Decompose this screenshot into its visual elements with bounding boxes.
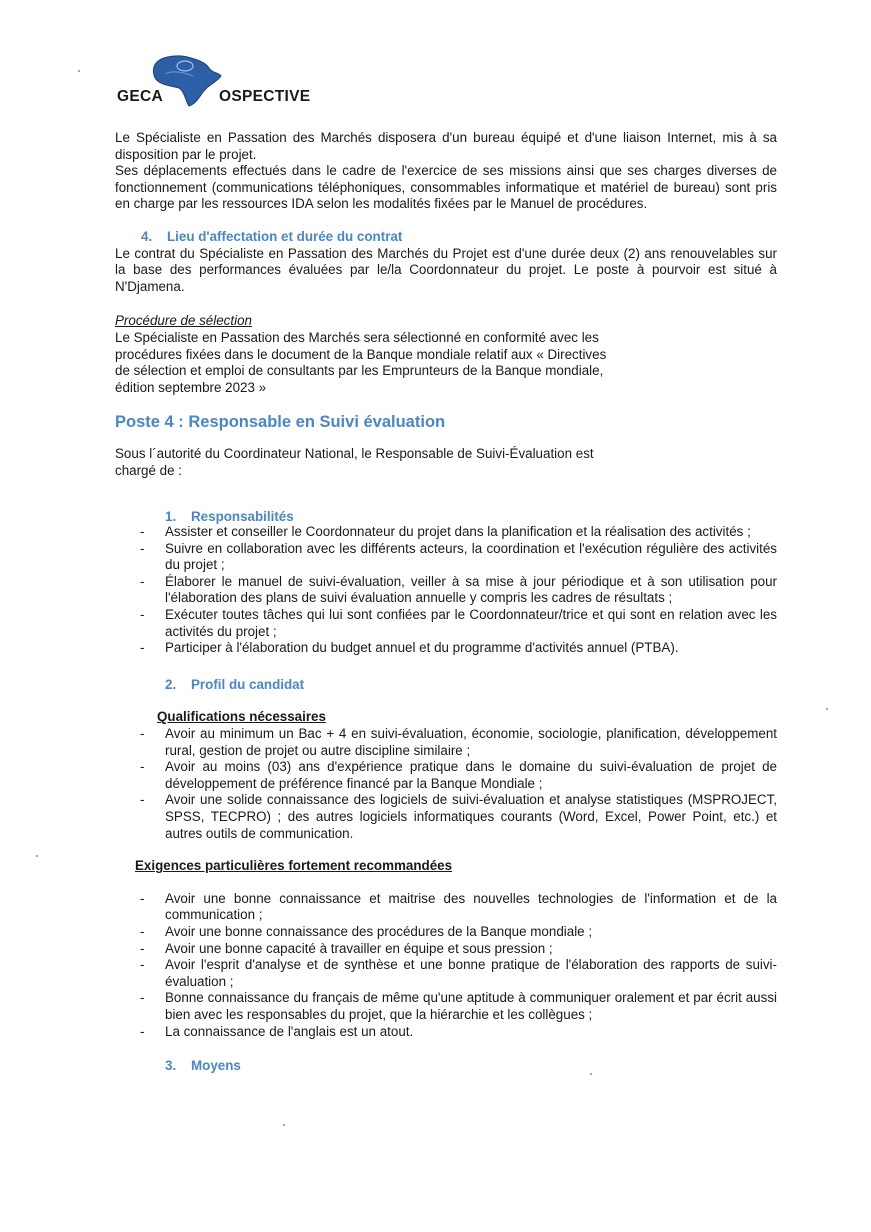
profil-number: 2. — [165, 676, 177, 692]
poste-4-intro-line: Sous l´autorité du Coordinateur National, le Responsable de Suivi-Évaluation est — [115, 446, 594, 462]
list-item: - Avoir une bonne connaissance et maitrise des nouvelles technologies de l'information et de la communication ; — [115, 891, 777, 924]
selection-line: procédures fixées dans le document de la Banque mondiale relatif aux « Directives — [115, 346, 607, 362]
scan-speck — [590, 1073, 592, 1075]
section-4-title: Lieu d'affectation et durée du contrat — [167, 228, 403, 244]
moyens-heading — [115, 1058, 777, 1075]
list-item: - Avoir une bonne capacité à travailler en équipe et sous pression ; — [115, 941, 777, 958]
moyens-title: Moyens — [191, 1058, 241, 1074]
list-item: - Suivre en collaboration avec les différents acteurs, la coordination et l'exécution régulière des activités du projet ; — [115, 541, 777, 574]
section-4-number: 4. — [141, 228, 153, 244]
responsabilites-number: 1. — [165, 508, 177, 524]
intro-paragraph-2: Ses déplacements effectués dans le cadre de l'exercice de ses missions ainsi que ses charges diverses de fonctionnement (communications téléphoniques, consommables informatique et matériel de bureau) sont pris en charge par les ressources IDA selon les modalités fixées par le Manuel de procédures. — [115, 163, 777, 212]
section-4-heading — [115, 229, 777, 246]
scan-speck — [826, 708, 828, 710]
scan-speck — [283, 1124, 285, 1126]
company-logo — [117, 52, 311, 112]
qualifications-list — [115, 726, 777, 842]
list-item: - Bonne connaissance du français de même qu'une aptitude à communiquer oralement et par écrit aussi bien avec les responsables du projet, que la hiérarchie et les collègues ; — [115, 990, 777, 1023]
responsabilites-list — [115, 524, 777, 657]
exigences-title: Exigences particulières fortement recommandées — [135, 858, 453, 874]
poste-4-intro-line: chargé de : — [115, 462, 182, 478]
list-item: - La connaissance de l'anglais est un atout. — [115, 1024, 777, 1041]
moyens-number: 3. — [165, 1058, 177, 1074]
list-item: - Exécuter toutes tâches qui lui sont confiées par le Coordonnateur/trice et qui sont en relation avec les activités du projet ; — [115, 607, 777, 640]
list-item: - Avoir une solide connaissance des logiciels de suivi-évaluation et analyse statistiques (MSPROJECT, SPSS, TECPRO) ; des autres logiciels informatiques courants (Word, Excel, Power Point, etc.) et autres outils de communication. — [115, 792, 777, 842]
qualifications-title: Qualifications nécessaires — [157, 709, 326, 725]
scan-speck — [78, 70, 80, 72]
responsabilites-heading — [115, 509, 777, 526]
exigences-list — [115, 891, 777, 1040]
list-item: - Avoir au minimum un Bac + 4 en suivi-évaluation, économie, sociologie, planification, développement rural, gestion de projet ou autre discipline similaire ; — [115, 726, 777, 759]
logo-text-left: GECA — [117, 88, 163, 105]
list-item: - Avoir l'esprit d'analyse et de synthèse et une bonne pratique de l'élaboration des rapports de suivi-évaluation ; — [115, 957, 777, 990]
selection-line: de sélection et emploi de consultants par les Emprunteurs de la Banque mondiale, — [115, 363, 604, 379]
document-body — [115, 130, 777, 1075]
poste-4-title: Poste 4 : Responsable en Suivi évaluation — [115, 413, 446, 432]
section-4-body: Le contrat du Spécialiste en Passation des Marchés du Projet est d'une durée deux (2) ans renouvelables sur la base des performances évaluées par le/la Coordonnateur du projet. Le poste à pourvoir est situé à N'Djamena. — [115, 245, 777, 294]
intro-paragraph-1: Le Spécialiste en Passation des Marchés disposera d'un bureau équipé et d'une liaison Internet, mis à sa disposition par le projet. — [115, 130, 777, 162]
list-item: - Avoir au moins (03) ans d'expérience pratique dans le domaine du suivi-évaluation de projet de développement de préférence financé par la Banque Mondiale ; — [115, 759, 777, 792]
selection-line: édition septembre 2023 » — [115, 379, 267, 395]
list-item: - Participer à l'élaboration du budget annuel et du programme d'activités annuel (PTBA). — [115, 640, 777, 657]
list-item: - Avoir une bonne connaissance des procédures de la Banque mondiale ; — [115, 924, 777, 941]
logo-text-right: OSPECTIVE — [219, 88, 311, 105]
responsabilites-title: Responsabilités — [191, 508, 294, 524]
list-item: - Élaborer le manuel de suivi-évaluation, veiller à sa mise à jour périodique et à son utilisation pour l'élaboration des plans de suivi évaluation annuelle y compris les cadres de résultats ; — [115, 574, 777, 607]
list-item: - Assister et conseiller le Coordonnateur du projet dans la planification et la réalisation des activités ; — [115, 524, 777, 541]
selection-line: Le Spécialiste en Passation des Marchés sera sélectionné en conformité avec les — [115, 329, 599, 345]
scan-speck — [36, 855, 38, 857]
profil-heading — [115, 677, 777, 694]
selection-body — [115, 330, 777, 396]
profil-title: Profil du candidat — [191, 676, 305, 692]
poste-4-intro — [115, 446, 777, 479]
selection-title: Procédure de sélection — [115, 313, 252, 329]
